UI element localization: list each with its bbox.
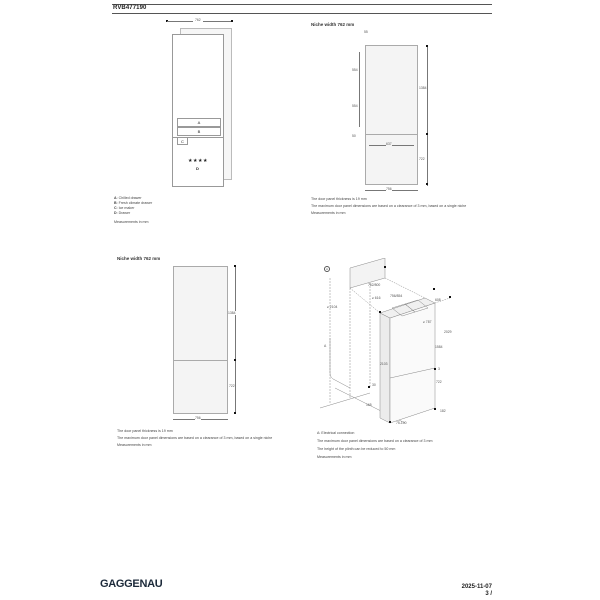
door-panel-outline [365,45,418,185]
dim-1584: 1584 [435,345,443,349]
marker-a: A [326,267,329,271]
note-clearance: The maximum door panel dimensions are based on a clearance of 3 mm, based on a single niche [117,436,273,440]
dim-height-upper: 1384 [228,311,236,315]
note-clearance: The maximum door panel dimensions are based on a clearance of 3 mm, based on a single niche [311,204,467,208]
dim-upper-2: 554 [352,104,358,108]
legend-item-a: A: Chilled drawer [114,196,142,200]
measurement-note: Measurements in mm [114,220,149,224]
document-date: 2025-11-07 [461,584,492,590]
panel-split-line [173,360,228,361]
dim-marker [234,265,236,267]
drawer-a: A [177,118,221,127]
dim-marker [234,359,236,361]
dim-722: 722 [436,380,442,384]
drawer-b: B [177,127,221,136]
dim-787: ≥ 787 [423,320,432,324]
width-dim-label: 762 [195,18,201,22]
drawer-d-label: D [196,166,199,171]
dim-inner-width: 637 [386,142,392,146]
legend-item-c: C: Ice maker [114,206,135,210]
dim-marker [426,133,428,135]
dim-height-lower: 722 [229,384,235,388]
note-units: Measurements in mm [311,211,346,215]
dim-182: 182 [440,409,446,413]
dim-2104: ≥ 2104 [327,305,338,309]
dim-line-height [427,46,428,186]
appliance-front-panel [172,34,224,187]
dim-height-lower: 722 [419,157,425,161]
dim-3: 3 [438,367,440,371]
dim-756-854: 756/854 [390,294,403,298]
section-title: Niche width 762 mm [117,256,161,261]
notes-block [117,429,282,448]
note-thickness: The door panel thickness is 19 mm [117,429,173,433]
note-thickness: The door panel thickness is 19 mm [311,197,367,201]
ice-maker-c: C [177,137,188,145]
legend-item-b: B: Fresh climate drawer [114,201,153,205]
note-clearance: The maximum door panel dimensions are based on a clearance of 3 mm [317,439,433,443]
dim-marker [426,183,428,185]
marker-a-connection: A [324,344,327,348]
dim-marker [426,45,428,47]
dim-2029: 2029 [444,330,452,334]
isometric-drawing [310,258,470,428]
notes-block [317,431,477,460]
panel-split-line [365,134,418,135]
dim-height-upper: 1384 [419,86,427,90]
note-plinth: The height of the plinth can be reduced to 50 mm [317,447,396,451]
notes-block [311,197,471,216]
note-units: Measurements in mm [317,455,352,459]
dim-width: 756 [195,416,201,420]
dim-608: 608 [435,298,441,302]
dim-marker [234,412,236,414]
dim-width: 756 [386,187,392,191]
brand-logo: GAGGENAU [100,578,163,590]
model-number: RVB477190 [113,5,147,11]
legend-list [114,196,152,216]
dim-616: ≥ 616 [372,296,381,300]
header-rule-bottom [112,13,492,14]
note-units: Measurements in mm [117,443,152,447]
section-title: Niche width 762 mm [311,22,355,27]
door-panel-outline [173,266,228,414]
note-electrical: A: Electrical connection [317,431,355,435]
dim-165: 165 [366,403,372,407]
dim-2103: 2103 [380,362,388,366]
header-rule-top [112,4,492,5]
dim-762-800: 762/800 [368,283,381,287]
dim-30: 30 [372,383,376,387]
legend-item-d: D: Drawer [114,211,131,215]
dim-gap: 50 [352,134,356,138]
dim-line-height [235,266,236,414]
dim-upper-1: 554 [352,68,358,72]
dim-marker [231,20,233,22]
page-number: 3 / [485,591,492,597]
star-rating: ★★★★ [188,158,208,164]
dim-top-gap: 55 [364,30,368,34]
dim-line-left [359,52,360,127]
dim-75-100: 75-100 [396,421,407,425]
